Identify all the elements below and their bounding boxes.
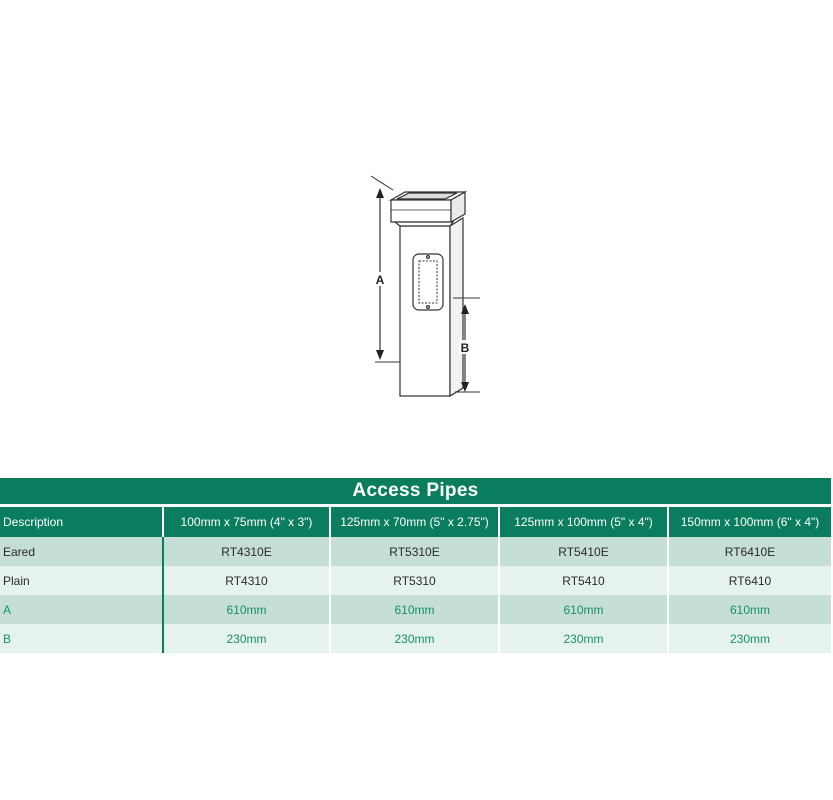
header-size-2: 125mm x 70mm (5" x 2.75") (330, 507, 499, 537)
table-cell: RT6410 (668, 566, 831, 595)
table-cell: 610mm (163, 595, 330, 624)
table-cell: RT5310E (330, 537, 499, 566)
table-cell: RT6410E (668, 537, 831, 566)
table-cell: RT4310E (163, 537, 330, 566)
table-header-row (0, 507, 831, 537)
table-cell: 230mm (330, 624, 499, 653)
access-pipes-table (0, 507, 831, 653)
header-size-1: 100mm x 75mm (4" x 3") (163, 507, 330, 537)
table-row-plain (0, 566, 831, 595)
table-row-b (0, 624, 831, 653)
table-cell: 230mm (668, 624, 831, 653)
header-size-3: 125mm x 100mm (5" x 4") (499, 507, 668, 537)
access-pipe-diagram (355, 168, 495, 413)
access-pipe-drawing (355, 168, 495, 413)
header-size-4: 150mm x 100mm (6" x 4") (668, 507, 831, 537)
dimension-b-label: B (460, 341, 470, 355)
table-cell: RT5310 (330, 566, 499, 595)
row-label: Eared (0, 537, 163, 566)
table-row-a (0, 595, 831, 624)
table-cell: RT4310 (163, 566, 330, 595)
table-cell: RT5410E (499, 537, 668, 566)
table-row-eared (0, 537, 831, 566)
header-description: Description (0, 507, 163, 537)
table-cell: 230mm (499, 624, 668, 653)
table-cell: RT5410 (499, 566, 668, 595)
row-label: B (0, 624, 163, 653)
dimension-a-label: A (375, 273, 385, 287)
table-cell: 610mm (499, 595, 668, 624)
table-cell: 610mm (668, 595, 831, 624)
row-label: A (0, 595, 163, 624)
row-label: Plain (0, 566, 163, 595)
table-cell: 230mm (163, 624, 330, 653)
table-title: Access Pipes (0, 478, 831, 504)
table-cell: 610mm (330, 595, 499, 624)
